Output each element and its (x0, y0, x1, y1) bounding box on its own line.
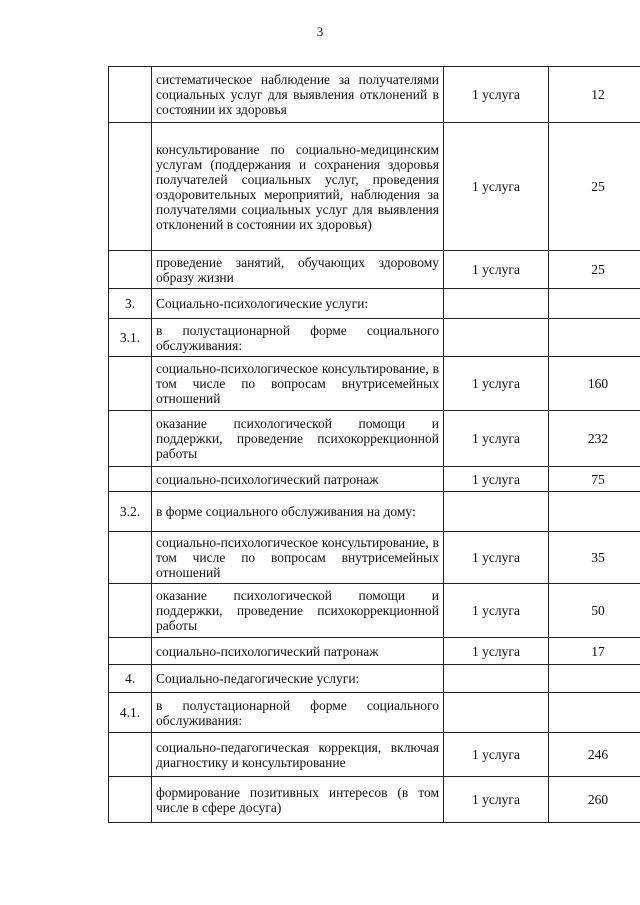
row-number (109, 251, 152, 289)
table-row (109, 357, 640, 411)
table-row (109, 492, 640, 532)
quantity-cell: 75 (549, 467, 640, 492)
unit-cell: 1 услуга (444, 357, 549, 411)
service-description: оказание психологической помощи и поддержки, проведение психокоррекционной работы (152, 584, 444, 638)
row-number: 3. (109, 289, 152, 319)
service-description: проведение занятий, обучающих здоровому образу жизни (152, 251, 444, 289)
quantity-cell: 246 (549, 733, 640, 777)
table-row (109, 411, 640, 467)
table-row (109, 665, 640, 693)
unit-cell (444, 665, 549, 693)
service-description: социально-психологическое консультирование, в том числе по вопросам внутрисемейных отношений (152, 532, 444, 584)
unit-cell: 1 услуга (444, 777, 549, 823)
unit-cell: 1 услуга (444, 67, 549, 123)
unit-cell (444, 693, 549, 733)
row-number (109, 733, 152, 777)
row-number: 3.1. (109, 319, 152, 357)
subsection-heading: в полустационарной форме социального обслуживания: (152, 319, 444, 357)
subsection-heading: в форме социального обслуживания на дому: (152, 492, 444, 532)
row-number (109, 67, 152, 123)
subsection-heading: в полустационарной форме социального обслуживания: (152, 693, 444, 733)
service-description: оказание психологической помощи и поддержки, проведение психокоррекционной работы (152, 411, 444, 467)
table-row (109, 289, 640, 319)
row-number (109, 532, 152, 584)
unit-cell: 1 услуга (444, 123, 549, 251)
service-description: консультирование по социально-медицинским услугам (поддержания и сохранения здоровья получателей социальных услуг, проведения оздоровительных мероприятий, наблюдения за получателями социальных услуг для выявления отклонений в состоянии их здоровья) (152, 123, 444, 251)
service-description: социально-психологическое консультирование, в том числе по вопросам внутрисемейных отношений (152, 357, 444, 411)
unit-cell (444, 289, 549, 319)
service-description: социально-педагогическая коррекция, включая диагностику и консультирование (152, 733, 444, 777)
table-row (109, 638, 640, 665)
quantity-cell: 12 (549, 67, 640, 123)
row-number: 4.1. (109, 693, 152, 733)
row-number (109, 584, 152, 638)
table-row (109, 467, 640, 492)
table-row (109, 123, 640, 251)
row-number (109, 357, 152, 411)
service-description: формирование позитивных интересов (в том числе в сфере досуга) (152, 777, 444, 823)
quantity-cell (549, 492, 640, 532)
services-table-body (109, 67, 640, 823)
unit-cell: 1 услуга (444, 733, 549, 777)
quantity-cell: 25 (549, 123, 640, 251)
row-number (109, 123, 152, 251)
table-row (109, 251, 640, 289)
service-description: систематическое наблюдение за получателями социальных услуг для выявления отклонений в состоянии их здоровья (152, 67, 444, 123)
row-number (109, 467, 152, 492)
quantity-cell: 35 (549, 532, 640, 584)
row-number (109, 638, 152, 665)
unit-cell (444, 492, 549, 532)
quantity-cell (549, 693, 640, 733)
quantity-cell: 260 (549, 777, 640, 823)
section-heading: Социально-психологические услуги: (152, 289, 444, 319)
table-row (109, 777, 640, 823)
service-description: социально-психологический патронаж (152, 638, 444, 665)
unit-cell (444, 319, 549, 357)
unit-cell: 1 услуга (444, 251, 549, 289)
service-description: социально-психологический патронаж (152, 467, 444, 492)
page-number: 3 (316, 24, 324, 39)
table-row (109, 584, 640, 638)
row-number (109, 411, 152, 467)
quantity-cell: 50 (549, 584, 640, 638)
row-number: 4. (109, 665, 152, 693)
table-row (109, 693, 640, 733)
row-number (109, 777, 152, 823)
section-heading: Социально-педагогические услуги: (152, 665, 444, 693)
unit-cell: 1 услуга (444, 584, 549, 638)
unit-cell: 1 услуга (444, 532, 549, 584)
unit-cell: 1 услуга (444, 467, 549, 492)
quantity-cell: 25 (549, 251, 640, 289)
quantity-cell: 17 (549, 638, 640, 665)
table-row (109, 532, 640, 584)
table-row (109, 733, 640, 777)
unit-cell: 1 услуга (444, 638, 549, 665)
services-table (108, 66, 640, 823)
quantity-cell: 160 (549, 357, 640, 411)
unit-cell: 1 услуга (444, 411, 549, 467)
quantity-cell (549, 319, 640, 357)
quantity-cell (549, 289, 640, 319)
quantity-cell (549, 665, 640, 693)
table-row (109, 319, 640, 357)
quantity-cell: 232 (549, 411, 640, 467)
table-row (109, 67, 640, 123)
row-number: 3.2. (109, 492, 152, 532)
